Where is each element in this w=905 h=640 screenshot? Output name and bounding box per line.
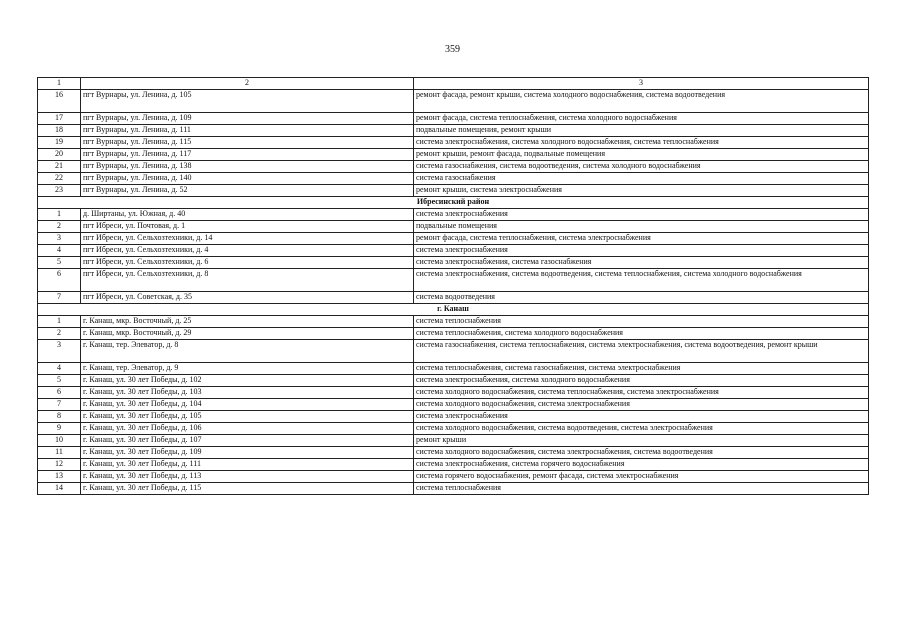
row-works: система электроснабжения, система холодного водоснабжения: [414, 375, 869, 387]
row-works: система электроснабжения, система холодного водоснабжения, система теплоснабжения: [414, 137, 869, 149]
row-number: 19: [38, 137, 81, 149]
table-row: [38, 471, 869, 483]
row-works: система газоснабжения, система водоотведения, система холодного водоснабжения: [414, 161, 869, 173]
row-number: 13: [38, 471, 81, 483]
row-number: 5: [38, 375, 81, 387]
table-body: [38, 78, 869, 495]
row-number: 12: [38, 459, 81, 471]
row-address: г. Канаш, ул. 30 лет Победы, д. 106: [81, 423, 414, 435]
row-number: 4: [38, 245, 81, 257]
table-row: [38, 423, 869, 435]
row-number: 3: [38, 340, 81, 363]
table-row: [38, 257, 869, 269]
row-number: 2: [38, 328, 81, 340]
row-address: г. Канаш, тер. Элеватор, д. 8: [81, 340, 414, 363]
row-number: 2: [38, 221, 81, 233]
section-header-row: [38, 304, 869, 316]
row-number: 6: [38, 387, 81, 399]
row-number: 16: [38, 90, 81, 113]
table-row: [38, 173, 869, 185]
row-number: 18: [38, 125, 81, 137]
row-works: ремонт фасада, ремонт крыши, система холодного водоснабжения, система водоотведения: [414, 90, 869, 113]
table-row: [38, 316, 869, 328]
row-number: 3: [38, 233, 81, 245]
row-works: система электроснабжения, система газоснабжения: [414, 257, 869, 269]
table-row: [38, 161, 869, 173]
section-header-row: [38, 197, 869, 209]
table-row: [38, 137, 869, 149]
row-works: система электроснабжения: [414, 245, 869, 257]
page-number: 359: [445, 44, 460, 55]
row-number: 14: [38, 483, 81, 495]
row-address: пгт Ибреси, ул. Сельхозтехники, д. 6: [81, 257, 414, 269]
row-works: система электроснабжения: [414, 209, 869, 221]
row-works: ремонт крыши, система электроснабжения: [414, 185, 869, 197]
row-address: г. Канаш, ул. 30 лет Победы, д. 107: [81, 435, 414, 447]
table-row: [38, 340, 869, 363]
row-number: 21: [38, 161, 81, 173]
row-address: пгт Вурнары, ул. Ленина, д. 117: [81, 149, 414, 161]
row-works: ремонт крыши: [414, 435, 869, 447]
row-works: система электроснабжения, система горячего водоснабжения: [414, 459, 869, 471]
table-row: [38, 185, 869, 197]
row-works: ремонт фасада, система теплоснабжения, система электроснабжения: [414, 233, 869, 245]
row-address: пгт Вурнары, ул. Ленина, д. 52: [81, 185, 414, 197]
row-number: 20: [38, 149, 81, 161]
row-address: д. Ширтаны, ул. Южная, д. 40: [81, 209, 414, 221]
table-row: [38, 125, 869, 137]
table-row: [38, 387, 869, 399]
row-address: г. Канаш, ул. 30 лет Победы, д. 115: [81, 483, 414, 495]
row-works: система электроснабжения: [414, 411, 869, 423]
section-title: Ибресинский район: [38, 197, 869, 209]
column-header-row: [38, 78, 869, 90]
table-row: [38, 375, 869, 387]
row-works: система теплоснабжения: [414, 316, 869, 328]
row-works: подвальные помещения, ремонт крыши: [414, 125, 869, 137]
table-row: [38, 399, 869, 411]
row-address: г. Канаш, мкр. Восточный, д. 29: [81, 328, 414, 340]
row-works: система холодного водоснабжения, система электроснабжения, система водоотведения: [414, 447, 869, 459]
table-row: [38, 113, 869, 125]
row-number: 11: [38, 447, 81, 459]
row-address: г. Канаш, ул. 30 лет Победы, д. 104: [81, 399, 414, 411]
row-address: пгт Вурнары, ул. Ленина, д. 138: [81, 161, 414, 173]
row-address: пгт Ибреси, ул. Сельхозтехники, д. 14: [81, 233, 414, 245]
row-address: пгт Ибреси, ул. Почтовая, д. 1: [81, 221, 414, 233]
table-row: [38, 328, 869, 340]
row-address: пгт Ибреси, ул. Сельхозтехники, д. 8: [81, 269, 414, 292]
row-number: 17: [38, 113, 81, 125]
row-works: подвальные помещения: [414, 221, 869, 233]
row-works: система водоотведения: [414, 292, 869, 304]
table-row: [38, 483, 869, 495]
table-row: [38, 363, 869, 375]
table-row: [38, 269, 869, 292]
row-number: 8: [38, 411, 81, 423]
row-works: система холодного водоснабжения, система электроснабжения: [414, 399, 869, 411]
section-title: г. Канаш: [38, 304, 869, 316]
row-address: г. Канаш, ул. 30 лет Победы, д. 105: [81, 411, 414, 423]
row-works: система электроснабжения, система водоотведения, система теплоснабжения, система холодного водоснабжения: [414, 269, 869, 292]
table-row: [38, 292, 869, 304]
table-row: [38, 233, 869, 245]
row-address: г. Канаш, ул. 30 лет Победы, д. 111: [81, 459, 414, 471]
row-works: система газоснабжения: [414, 173, 869, 185]
row-number: 1: [38, 209, 81, 221]
row-address: г. Канаш, ул. 30 лет Победы, д. 109: [81, 447, 414, 459]
row-number: 4: [38, 363, 81, 375]
row-number: 22: [38, 173, 81, 185]
row-number: 9: [38, 423, 81, 435]
row-address: г. Канаш, ул. 30 лет Победы, д. 113: [81, 471, 414, 483]
row-number: 5: [38, 257, 81, 269]
row-works: система теплоснабжения, система холодного водоснабжения: [414, 328, 869, 340]
row-number: 23: [38, 185, 81, 197]
row-number: 7: [38, 399, 81, 411]
row-address: пгт Вурнары, ул. Ленина, д. 140: [81, 173, 414, 185]
column-header-address: 2: [81, 78, 414, 90]
row-address: г. Канаш, ул. 30 лет Победы, д. 102: [81, 375, 414, 387]
row-address: пгт Вурнары, ул. Ленина, д. 115: [81, 137, 414, 149]
row-address: пгт Ибреси, ул. Советская, д. 35: [81, 292, 414, 304]
table-row: [38, 447, 869, 459]
row-works: система теплоснабжения, система газоснабжения, система электроснабжения: [414, 363, 869, 375]
buildings-repair-table: [37, 77, 869, 495]
table-row: [38, 221, 869, 233]
column-header-works: 3: [414, 78, 869, 90]
row-works: ремонт фасада, система теплоснабжения, система холодного водоснабжения: [414, 113, 869, 125]
row-address: г. Канаш, ул. 30 лет Победы, д. 103: [81, 387, 414, 399]
table-row: [38, 459, 869, 471]
table-row: [38, 149, 869, 161]
table-row: [38, 435, 869, 447]
table-row: [38, 90, 869, 113]
row-address: пгт Ибреси, ул. Сельхозтехники, д. 4: [81, 245, 414, 257]
row-address: пгт Вурнары, ул. Ленина, д. 111: [81, 125, 414, 137]
column-header-number: 1: [38, 78, 81, 90]
row-number: 1: [38, 316, 81, 328]
row-number: 10: [38, 435, 81, 447]
table-row: [38, 245, 869, 257]
row-works: система холодного водоснабжения, система водоотведения, система электроснабжения: [414, 423, 869, 435]
row-address: пгт Вурнары, ул. Ленина, д. 105: [81, 90, 414, 113]
table-row: [38, 411, 869, 423]
row-works: система холодного водоснабжения, система теплоснабжения, система электроснабжения: [414, 387, 869, 399]
row-works: система газоснабжения, система теплоснабжения, система электроснабжения, система водоотведения, ремонт крыши: [414, 340, 869, 363]
row-number: 7: [38, 292, 81, 304]
row-address: г. Канаш, тер. Элеватор, д. 9: [81, 363, 414, 375]
row-works: система теплоснабжения: [414, 483, 869, 495]
row-number: 6: [38, 269, 81, 292]
row-address: г. Канаш, мкр. Восточный, д. 25: [81, 316, 414, 328]
table-row: [38, 209, 869, 221]
row-works: ремонт крыши, ремонт фасада, подвальные помещения: [414, 149, 869, 161]
row-works: система горячего водоснабжения, ремонт фасада, система электроснабжения: [414, 471, 869, 483]
row-address: пгт Вурнары, ул. Ленина, д. 109: [81, 113, 414, 125]
